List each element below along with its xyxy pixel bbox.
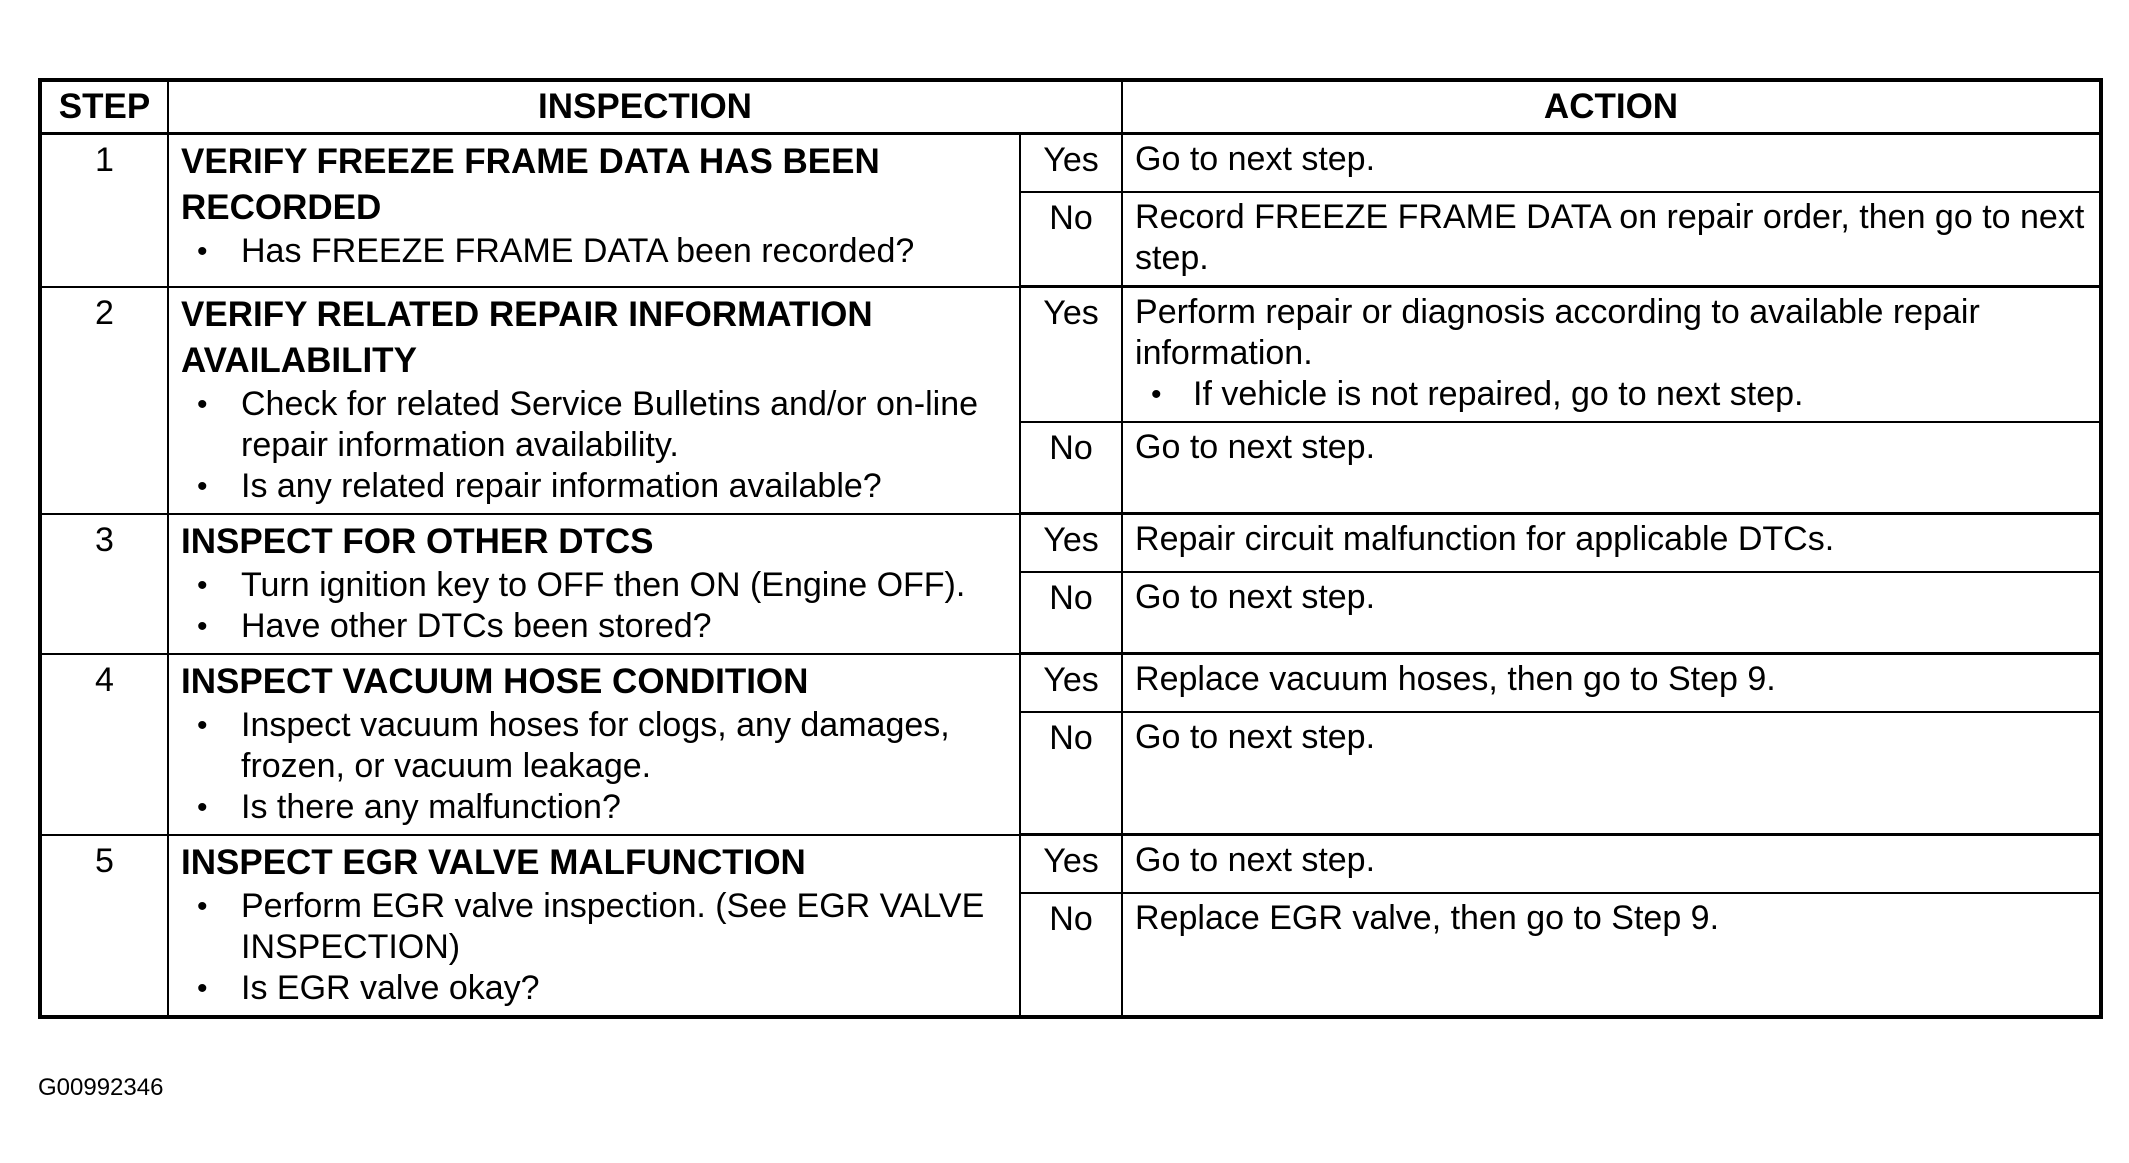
yes-action-cell	[1122, 654, 2101, 713]
inspection-bullet-list	[181, 384, 1009, 507]
step-number-cell	[40, 514, 168, 654]
inspection-bullet: • Is EGR valve okay?	[181, 968, 1009, 1009]
inspection-bullet: • Check for related Service Bulletins and/or on-line repair information availability.	[181, 384, 1009, 466]
no-label: No	[1020, 192, 1122, 287]
inspection-bullet-list	[181, 886, 1009, 1009]
action-bullet-list	[1135, 374, 2087, 415]
step-row-yes	[40, 514, 2101, 573]
step-number: 3	[95, 520, 114, 559]
no-label: No	[1020, 572, 1122, 654]
step-number-cell	[40, 134, 168, 287]
inspection-title: INSPECT FOR OTHER DTCS	[181, 521, 654, 561]
step-row-yes	[40, 654, 2101, 713]
no-action-text: Go to next step.	[1135, 428, 1376, 466]
yes-label: Yes	[1020, 514, 1122, 573]
no-action-cell	[1122, 712, 2101, 835]
inspection-cell	[168, 514, 1020, 654]
no-action-text: Record FREEZE FRAME DATA on repair order, then go to next step.	[1135, 198, 2085, 277]
header-action: ACTION	[1122, 80, 2101, 134]
inspection-bullet-list	[181, 705, 1009, 828]
step-number-cell	[40, 835, 168, 1017]
action-bullet: • If vehicle is not repaired, go to next step.	[1135, 374, 2087, 415]
step-number: 2	[95, 293, 114, 332]
diagnostic-table	[38, 78, 2103, 1019]
yes-action-text: Perform repair or diagnosis according to available repair information.	[1135, 293, 1980, 372]
yes-action-text: Repair circuit malfunction for applicable DTCs.	[1135, 520, 1835, 558]
yes-label: Yes	[1020, 835, 1122, 894]
inspection-bullet: • Is there any malfunction?	[181, 787, 1009, 828]
no-action-text: Go to next step.	[1135, 718, 1376, 756]
yes-action-cell	[1122, 134, 2101, 193]
inspection-bullet: • Is any related repair information available?	[181, 466, 1009, 507]
inspection-bullet: • Perform EGR valve inspection. (See EGR VALVE INSPECTION)	[181, 886, 1009, 968]
inspection-bullet: • Inspect vacuum hoses for clogs, any damages, frozen, or vacuum leakage.	[181, 705, 1009, 787]
no-action-cell	[1122, 893, 2101, 1017]
inspection-bullet: • Has FREEZE FRAME DATA been recorded?	[181, 231, 1009, 272]
no-action-text: Replace EGR valve, then go to Step 9.	[1135, 899, 1720, 937]
inspection-cell	[168, 835, 1020, 1017]
yes-action-cell	[1122, 287, 2101, 423]
no-label: No	[1020, 712, 1122, 835]
yes-action-text: Go to next step.	[1135, 841, 1376, 879]
inspection-title: INSPECT VACUUM HOSE CONDITION	[181, 661, 809, 701]
no-action-cell	[1122, 192, 2101, 287]
inspection-cell	[168, 134, 1020, 287]
inspection-bullet: • Turn ignition key to OFF then ON (Engine OFF).	[181, 565, 1009, 606]
yes-label: Yes	[1020, 287, 1122, 423]
step-row-yes	[40, 287, 2101, 423]
inspection-cell	[168, 287, 1020, 514]
no-action-cell	[1122, 572, 2101, 654]
inspection-title: INSPECT EGR VALVE MALFUNCTION	[181, 842, 806, 882]
figure-code: G00992346	[38, 1074, 164, 1101]
step-number-cell	[40, 654, 168, 835]
step-row-yes	[40, 835, 2101, 894]
no-action-text: Go to next step.	[1135, 578, 1376, 616]
step-number-cell	[40, 287, 168, 514]
inspection-title: VERIFY FREEZE FRAME DATA HAS BEEN RECORDED	[181, 142, 880, 227]
table-header-row	[40, 80, 2101, 134]
inspection-bullet-list	[181, 565, 1009, 647]
inspection-cell	[168, 654, 1020, 835]
header-inspection: INSPECTION	[168, 80, 1122, 134]
no-label: No	[1020, 893, 1122, 1017]
header-step: STEP	[40, 80, 168, 134]
inspection-bullet-list	[181, 231, 1009, 272]
yes-action-text: Go to next step.	[1135, 140, 1376, 178]
table-body	[40, 134, 2101, 1017]
step-row-yes	[40, 134, 2101, 193]
step-number: 5	[95, 841, 114, 880]
step-number: 1	[95, 141, 114, 179]
yes-label: Yes	[1020, 654, 1122, 713]
inspection-title: VERIFY RELATED REPAIR INFORMATION AVAILABILITY	[181, 294, 873, 380]
no-label: No	[1020, 422, 1122, 514]
yes-label: Yes	[1020, 134, 1122, 193]
yes-action-cell	[1122, 514, 2101, 573]
no-action-cell	[1122, 422, 2101, 514]
yes-action-text: Replace vacuum hoses, then go to Step 9.	[1135, 660, 1776, 698]
yes-action-cell	[1122, 835, 2101, 894]
step-number: 4	[95, 660, 114, 699]
inspection-bullet: • Have other DTCs been stored?	[181, 606, 1009, 647]
